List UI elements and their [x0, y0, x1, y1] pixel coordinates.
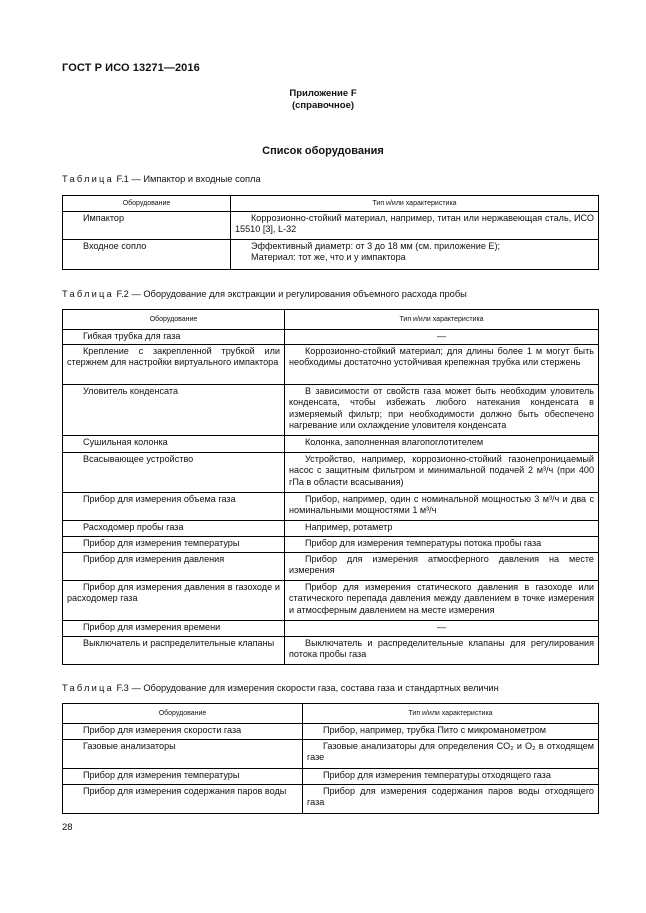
table-row — [63, 769, 599, 785]
table-row — [63, 537, 599, 553]
equipment-cell: Прибор для измерения давления в газоходе и расходомер газа — [63, 581, 285, 621]
table-row — [63, 385, 599, 436]
equipment-cell: Входное сопло — [63, 240, 231, 270]
table-row — [63, 493, 599, 521]
spec-line: Эффективный диаметр: от 3 до 18 мм (см. приложение Е); — [251, 241, 501, 251]
equipment-cell: Всасывающее устройство — [63, 453, 285, 493]
equipment-cell: Расходомер пробы газа — [63, 521, 285, 537]
equipment-cell: Уловитель конденсата — [63, 385, 285, 436]
spec-cell — [231, 240, 599, 270]
equipment-cell: Прибор для измерения температуры — [63, 537, 285, 553]
table-caption-text: F.2 — Оборудование для экстракции и регулирования объемного расхода пробы — [116, 289, 467, 299]
equipment-cell: Прибор для измерения времени — [63, 621, 285, 637]
table-f2 — [62, 309, 599, 665]
spec-cell: Коррозионно-стойкий материал; для длины более 1 м могут быть необходимы достаточно устойчивая крепежная трубка или стержень — [285, 345, 599, 385]
equipment-cell: Прибор для измерения температуры — [63, 769, 303, 785]
page-number: 28 — [62, 822, 73, 833]
spec-cell: Выключатель и распределительные клапаны для регулирования потока пробы газа — [285, 637, 599, 665]
table-row — [63, 553, 599, 581]
column-header: Оборудование — [63, 196, 231, 212]
table-row — [63, 453, 599, 493]
table-header-row — [63, 310, 599, 330]
equipment-cell: Газовые анализаторы — [63, 740, 303, 769]
table-caption-text: F.3 — Оборудование для измерения скорости газа, состава газа и стандартных величин — [116, 683, 499, 693]
spec-cell: Прибор для измерения содержания паров воды отходящего газа — [303, 785, 599, 814]
spec-cell: Газовые анализаторы для определения CO₂ и O₂ в отходящем газе — [303, 740, 599, 769]
table-row — [63, 330, 599, 345]
spec-cell: Например, ротаметр — [285, 521, 599, 537]
equipment-cell: Прибор для измерения скорости газа — [63, 724, 303, 740]
spec-cell: Прибор для измерения атмосферного давления на месте измерения — [285, 553, 599, 581]
equipment-cell: Гибкая трубка для газа — [63, 330, 285, 345]
spec-cell: Прибор для измерения статического давления в газоходе или статического перепада давления между давлением в точке измерения и атмосферным давлением на месте измерения — [285, 581, 599, 621]
spec-line: Материал: тот же, что и у импактора — [251, 252, 406, 263]
table-caption-f3 — [62, 683, 499, 693]
page-title: Список оборудования — [262, 145, 384, 157]
equipment-cell: Прибор для измерения объема газа — [63, 493, 285, 521]
table-caption-f1 — [62, 174, 261, 184]
table-caption-f2 — [62, 289, 467, 299]
table-caption-label: Таблица — [62, 174, 114, 184]
column-header: Тип и/или характеристика — [303, 704, 599, 724]
equipment-cell: Сушильная колонка — [63, 436, 285, 453]
column-header: Тип и/или характеристика — [231, 196, 599, 212]
spec-cell: Прибор для измерения температуры отходящего газа — [303, 769, 599, 785]
spec-cell: Устройство, например, коррозионно-стойкий газонепроницаемый насос с защитным фильтром и минимальной подачей 2 м³/ч (при 400 гПа в области всасывания) — [285, 453, 599, 493]
column-header: Оборудование — [63, 704, 303, 724]
spec-cell: Прибор, например, трубка Пито с микроманометром — [303, 724, 599, 740]
table-row — [63, 785, 599, 814]
table-header-row — [63, 704, 599, 724]
equipment-cell: Выключатель и распределительные клапаны — [63, 637, 285, 665]
spec-cell: Прибор для измерения температуры потока пробы газа — [285, 537, 599, 553]
spec-cell: Прибор, например, один с номинальной мощностью 3 м³/ч и два с номинальными мощностями 1 м³/ч — [285, 493, 599, 521]
equipment-cell: Прибор для измерения содержания паров воды — [63, 785, 303, 814]
table-f1 — [62, 195, 599, 270]
table-row — [63, 581, 599, 621]
appendix-subtitle: (справочное) — [291, 100, 355, 111]
table-row — [63, 212, 599, 240]
table-row — [63, 740, 599, 769]
table-f3 — [62, 703, 599, 814]
table-header-row — [63, 196, 599, 212]
spec-cell: — — [285, 621, 599, 637]
column-header: Тип и/или характеристика — [285, 310, 599, 330]
column-header: Оборудование — [63, 310, 285, 330]
table-row — [63, 637, 599, 665]
equipment-cell: Крепление с закрепленной трубкой или стержнем для настройки виртуального импактора — [63, 345, 285, 385]
table-caption-label: Таблица — [62, 683, 114, 693]
table-row — [63, 621, 599, 637]
document-header: ГОСТ Р ИСО 13271—2016 — [62, 62, 200, 74]
appendix-title: Приложение F — [289, 88, 357, 99]
equipment-cell: Прибор для измерения давления — [63, 553, 285, 581]
spec-cell: Коррозионно-стойкий материал, например, титан или нержавеющая сталь, ИСО 15510 [3], L-32 — [231, 212, 599, 240]
table-row — [63, 436, 599, 453]
table-row — [63, 724, 599, 740]
table-caption-text: F.1 — Импактор и входные сопла — [116, 174, 261, 184]
table-row — [63, 521, 599, 537]
spec-cell: В зависимости от свойств газа может быть необходим уловитель конденсата, чтобы избежать любого натекания конденсата в измеряемый фильтр; при необходимости должно быть обеспечено нагревание или охлаждение уловителя конденсата — [285, 385, 599, 436]
spec-cell: Колонка, заполненная влагопоглотителем — [285, 436, 599, 453]
table-row — [63, 240, 599, 270]
table-caption-label: Таблица — [62, 289, 114, 299]
table-row — [63, 345, 599, 385]
spec-cell: — — [285, 330, 599, 345]
equipment-cell: Импактор — [63, 212, 231, 240]
